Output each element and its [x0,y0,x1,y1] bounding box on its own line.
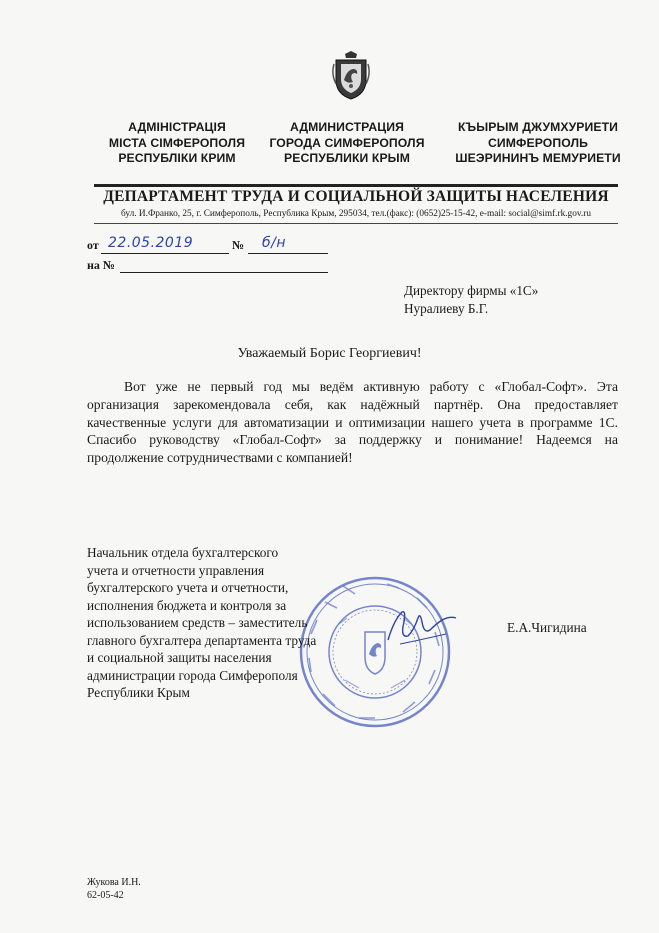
letter-body [87,378,618,467]
header-ru-line: РЕСПУБЛИКИ КРЫМ [284,151,410,165]
header-ru-line: ГОРОДА СИМФЕРОПОЛЯ [269,135,425,150]
executor-footer [87,876,141,902]
handwritten-number: б/н [262,235,287,251]
header-crimean-tatar [440,120,636,167]
header-divider-thick [94,184,618,187]
header-divider-thin [94,223,618,224]
department-title: ДЕПАРТАМЕНТ ТРУДА И СОЦИАЛЬНОЙ ЗАЩИТЫ НАСЕЛЕНИЯ [103,188,609,205]
number-underline [248,253,328,254]
header-ct-line: КЪЫРЫМ ДЖУМХУРИЕТИ [457,120,619,134]
signer-position-line: учета и отчетности управления [87,562,265,578]
date-underline [101,253,229,254]
body-paragraph: Вот уже не первый год мы ведём активную работу с «Глобал-Софт». Эта организация зарекомендовала себя, как надёжный партнёр. Она предоставляет качественные услуги для автоматизации и оптимизации нашего учета в программе 1С. Спасибо руководству «Глобал-Софт» за поддержку и понимание! Надеемся на продолжение сотрудничествами с компанией! [87,379,618,466]
executor-phone: 62-05-42 [87,890,124,901]
header-ru-line: АДМИНИСТРАЦИЯ [290,120,404,134]
signer-position-line: Республики Крым [87,685,190,700]
header-ukrainian [94,120,260,167]
header-ua-line: МІСТА СІМФЕРОПОЛЯ [108,135,246,150]
signer-position-line: главного бухгалтера департамента труда [87,632,317,648]
signer-position-line: исполнения бюджета и контроля за [87,597,287,613]
addressee-line: Директору фирмы «1С» [404,283,539,298]
signer-position-line: использованием средств – заместитель [87,615,308,630]
handwritten-date: 22.05.2019 [108,235,194,251]
reference-label: на № [87,258,115,272]
date-label: от [87,238,99,252]
handwritten-signature [380,600,460,650]
header-russian [264,120,430,167]
addressee-block [404,282,538,317]
department-address: бул. И.Франко, 25, г. Симферополь, Республика Крым, 295034, тел.(факс): (0652)25-15-42, e-mail: social@simf.rk.gov.ru [121,209,591,219]
number-label: № [232,238,245,252]
addressee-line: Нуралиеву Б.Г. [404,300,489,316]
header-ct-line: СИМФЕРОПОЛЬ [487,135,589,150]
header-ct-line: ШЕЭРИНИНЪ МЕМУРИЕТИ [455,151,621,165]
executor-name: Жукова И.Н. [87,877,141,888]
header-ua-line: АДМІНІСТРАЦІЯ [128,120,226,134]
signer-position-line: бухгалтерского учета и отчетности, [87,580,289,595]
reference-underline [120,272,328,273]
signer-position [87,544,387,702]
signer-position-line: Начальник отдела бухгалтерского [87,545,279,560]
header-ua-line: РЕСПУБЛІКИ КРИМ [118,151,236,165]
signer-position-line: администрации города Симферополя [87,667,298,683]
signer-name: Е.А.Чигидина [507,620,587,635]
greeting: Уважаемый Борис Георгиевич! [237,346,422,361]
signer-position-line: и социальной защиты населения [87,650,272,665]
crimea-coat-of-arms-icon [331,50,371,100]
